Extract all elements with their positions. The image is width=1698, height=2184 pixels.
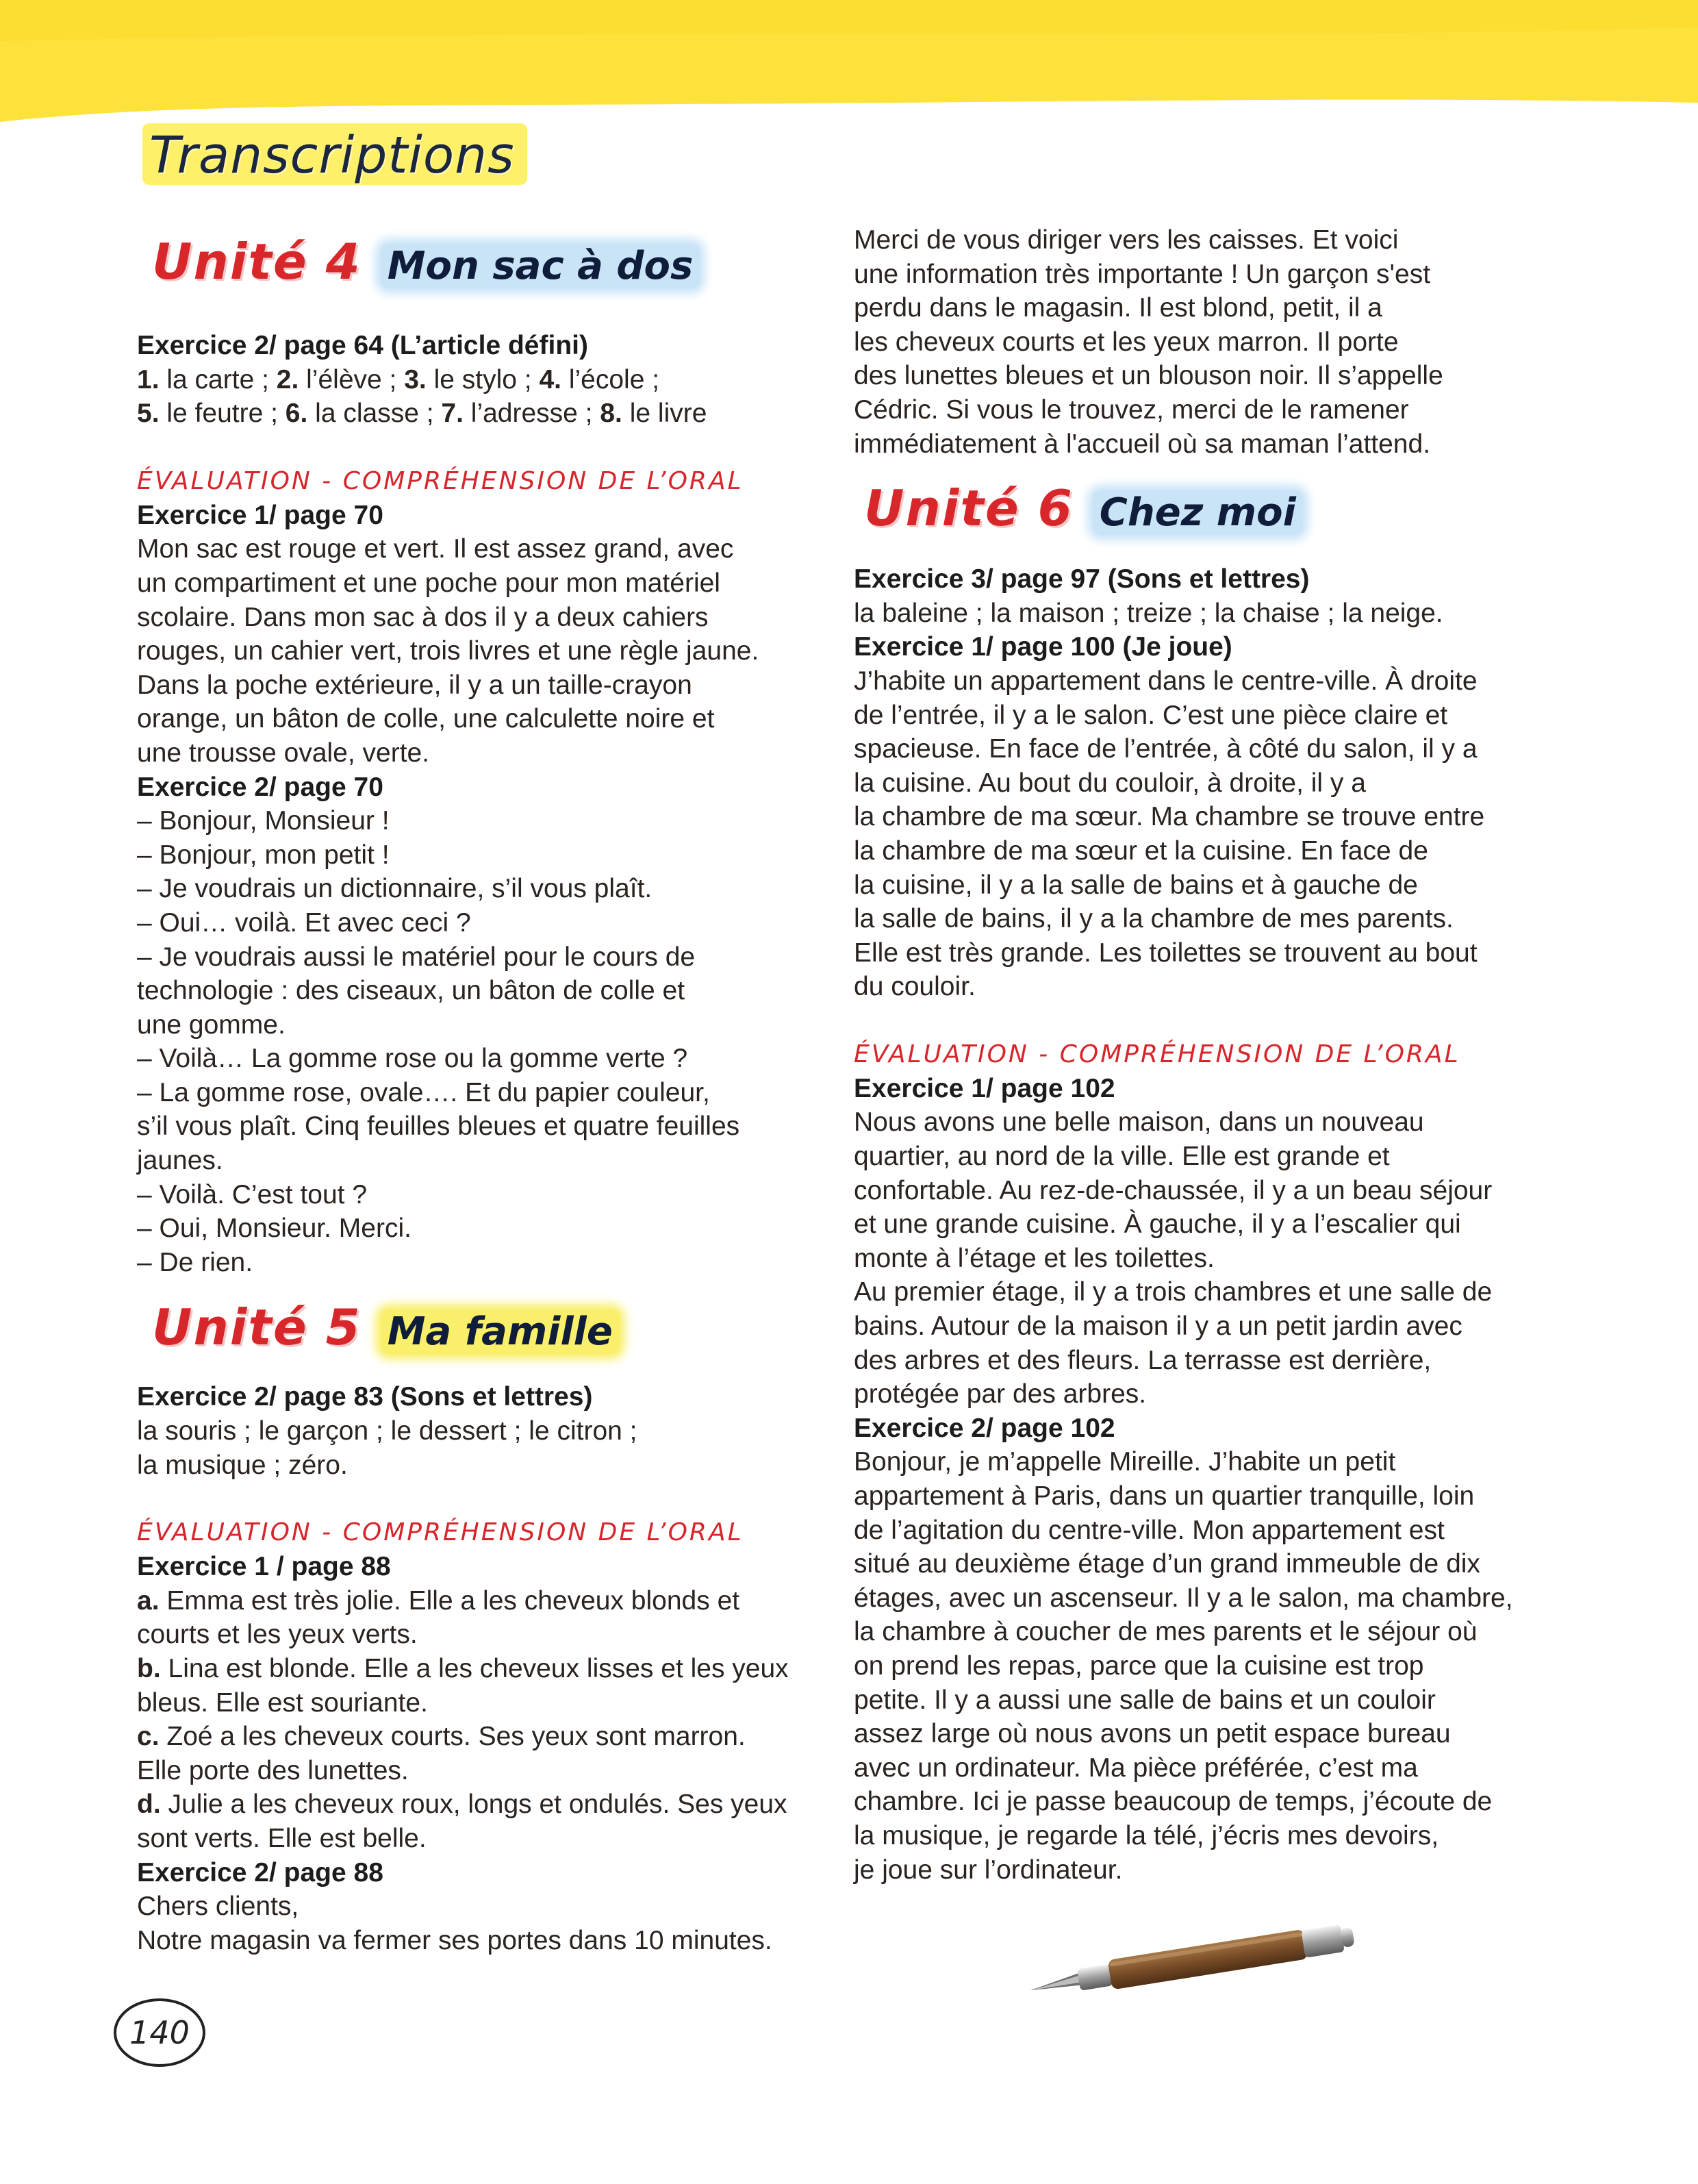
unit-subtitle: Mon sac à dos xyxy=(381,244,700,288)
evaluation-heading: ÉVALUATION - COMPRÉHENSION DE L’ORAL xyxy=(137,1518,744,1547)
text-line: la cuisine. Au bout du couloir, à droite, il y a xyxy=(854,768,1366,798)
text-line: orange, un bâton de colle, une calculette noire et xyxy=(137,704,715,734)
exercise-title: Exercice 1 / page 88 xyxy=(137,1552,391,1582)
text-line: Au premier étage, il y a trois chambres et une salle de xyxy=(854,1277,1493,1307)
dialogue-line: s’il vous plaît. Cinq feuilles bleues et quatre feuilles xyxy=(137,1112,740,1142)
text-line: un compartiment et une poche pour mon matériel xyxy=(137,568,720,598)
text-line: c. Zoé a les cheveux courts. Ses yeux sont marron. xyxy=(137,1722,746,1752)
exercise-title: Exercice 2/ page 88 xyxy=(137,1857,383,1887)
text-line: petite. Il y a aussi une salle de bains et un couloir xyxy=(854,1685,1436,1715)
dialogue-line: – Voilà. C’est tout ? xyxy=(137,1179,368,1209)
text-line: Cédric. Si vous le trouvez, merci de le ramener xyxy=(854,394,1409,425)
dialogue-line: – Oui… voilà. Et avec ceci ? xyxy=(137,907,471,938)
text-line: chambre. Ici je passe beaucoup de temps, j’écoute de xyxy=(854,1787,1493,1817)
text-line: la chambre à coucher de mes parents et le séjour où xyxy=(854,1617,1478,1647)
text-line: une information très importante ! Un garçon s'est xyxy=(854,259,1431,289)
text-line: monte à l’étage et les toilettes. xyxy=(854,1243,1215,1273)
text-line: perdu dans le magasin. Il est blond, petit, il a xyxy=(854,293,1382,323)
text-line: la souris ; le garçon ; le dessert ; le citron ; xyxy=(137,1416,637,1446)
text-line: Bonjour, je m’appelle Mireille. J’habite un petit xyxy=(854,1447,1396,1477)
text-line: la musique ; zéro. xyxy=(137,1450,348,1480)
exercise-title: Exercice 2/ page 102 xyxy=(854,1413,1115,1443)
text-line: la chambre de ma sœur. Ma chambre se trouve entre xyxy=(854,802,1485,832)
text-line: Mon sac est rouge et vert. Il est assez grand, avec xyxy=(137,534,734,564)
exercise-title: Exercice 1/ page 100 (Je joue) xyxy=(854,632,1232,662)
unit-number: 6 xyxy=(1037,479,1072,537)
text-line: quartier, au nord de la ville. Elle est grande et xyxy=(854,1142,1390,1172)
evaluation-heading: ÉVALUATION - COMPRÉHENSION DE L’ORAL xyxy=(854,1040,1460,1068)
text-line: du couloir. xyxy=(854,972,976,1002)
dialogue-line: – Bonjour, mon petit ! xyxy=(137,840,390,870)
text-line: d. Julie a les cheveux roux, longs et ondulés. Ses yeux xyxy=(137,1790,787,1820)
text-line: confortable. Au rez-de-chaussée, il y a un beau séjour xyxy=(854,1175,1493,1205)
text-line: étages, avec un ascenseur. Il y a le salon, ma chambre, xyxy=(854,1583,1513,1613)
text-line: Dans la poche extérieure, il y a un taille-crayon xyxy=(137,670,692,700)
unit-word: Unité xyxy=(152,1298,308,1356)
exercise-title: Exercice 2/ page 70 xyxy=(137,772,383,802)
text-line: bains. Autour de la maison il y a un petit jardin avec xyxy=(854,1311,1462,1342)
text-line: la chambre de ma sœur et la cuisine. En face de xyxy=(854,836,1428,866)
text-line: rouges, un cahier vert, trois livres et une règle jaune. xyxy=(137,636,759,666)
dialogue-line: jaunes. xyxy=(137,1146,223,1176)
text-line: de l’entrée, il y a le salon. C’est une pièce claire et xyxy=(854,700,1448,730)
dialogue-line: – Oui, Monsieur. Merci. xyxy=(137,1214,411,1244)
text-line: a. Emma est très jolie. Elle a les cheveux blonds et xyxy=(137,1585,740,1616)
dialogue-line: – Je voudrais aussi le matériel pour le cours de xyxy=(137,942,696,972)
text-line: Notre magasin va fermer ses portes dans 10 minutes. xyxy=(137,1925,772,1955)
unit-6-heading xyxy=(864,479,1303,537)
text-line: des arbres et des fleurs. La terrasse est derrière, xyxy=(854,1345,1432,1375)
text-line: les cheveux courts et les yeux marron. Il porte xyxy=(854,327,1399,357)
text-line: appartement à Paris, dans un quartier tranquille, loin xyxy=(854,1481,1475,1511)
text-line: immédiatement à l'accueil où sa maman l’attend. xyxy=(854,429,1431,459)
unit-subtitle: Ma famille xyxy=(381,1309,620,1354)
unit-5-heading xyxy=(152,1298,620,1356)
dialogue-line: – La gomme rose, ovale…. Et du papier couleur, xyxy=(137,1077,710,1107)
text-line: la baleine ; la maison ; treize ; la chaise ; la neige. xyxy=(854,598,1443,628)
text-line: courts et les yeux verts. xyxy=(137,1620,418,1650)
text-line: spacieuse. En face de l’entrée, à côté du salon, il y a xyxy=(854,734,1478,764)
text-line: b. Lina est blonde. Elle a les cheveux lisses et les yeux xyxy=(137,1654,789,1683)
dialogue-line: technologie : des ciseaux, un bâton de colle et xyxy=(137,976,685,1006)
unit-word: Unité xyxy=(864,479,1020,537)
text-line: scolaire. Dans mon sac à dos il y a deux cahiers xyxy=(137,602,709,632)
text-line: une trousse ovale, verte. xyxy=(137,738,430,768)
text-line: et une grande cuisine. À gauche, il y a l’escalier qui xyxy=(854,1209,1461,1240)
text-line: on prend les repas, parce que la cuisine est trop xyxy=(854,1650,1424,1681)
answer-line: 1. la carte ; 2. l’élève ; 3. le stylo ; 4. l’école ; xyxy=(137,364,660,394)
page-title: Transcriptions xyxy=(142,123,527,185)
exercise-title: Exercice 2/ page 83 (Sons et lettres) xyxy=(137,1382,593,1412)
unit-word: Unité xyxy=(152,233,308,290)
dialogue-line: – De rien. xyxy=(137,1247,253,1277)
fountain-pen-icon xyxy=(1013,1911,1376,2000)
exercise-title: Exercice 1/ page 70 xyxy=(137,500,383,530)
exercise-title: Exercice 3/ page 97 (Sons et lettres) xyxy=(854,564,1310,594)
unit-number: 4 xyxy=(325,233,360,290)
text-line: des lunettes bleues et un blouson noir. Il s’appelle xyxy=(854,361,1443,391)
text-line: Elle est très grande. Les toilettes se trouvent au bout xyxy=(854,938,1478,968)
text-line: avec un ordinateur. Ma pièce préférée, c’est ma xyxy=(854,1753,1418,1783)
exercise-title: Exercice 1/ page 102 xyxy=(854,1073,1115,1103)
unit-subtitle: Chez moi xyxy=(1093,490,1303,535)
text-line: la cuisine, il y a la salle de bains et à gauche de xyxy=(854,870,1418,900)
text-line: la musique, je regarde la télé, j’écris mes devoirs, xyxy=(854,1820,1439,1850)
evaluation-heading: ÉVALUATION - COMPRÉHENSION DE L’ORAL xyxy=(137,466,744,495)
unit-number: 5 xyxy=(325,1298,360,1356)
dialogue-line: – Je voudrais un dictionnaire, s’il vous plaît. xyxy=(137,874,652,904)
text-line: sont verts. Elle est belle. xyxy=(137,1823,427,1853)
text-line: situé au deuxième étage d’un grand immeuble de dix xyxy=(854,1549,1480,1579)
text-line: la salle de bains, il y a la chambre de mes parents. xyxy=(854,904,1454,934)
left-column xyxy=(137,329,822,1957)
text-line: de l’agitation du centre-ville. Mon appartement est xyxy=(854,1515,1445,1545)
text-line: Elle porte des lunettes. xyxy=(137,1755,409,1785)
page-number: 140 xyxy=(114,1998,205,2067)
right-column xyxy=(854,223,1573,1887)
text-line: protégée par des arbres. xyxy=(854,1379,1147,1409)
exercise-title: Exercice 2/ page 64 (L’article défini) xyxy=(137,331,588,360)
text-line: J’habite un appartement dans le centre-ville. À droite xyxy=(854,666,1478,696)
text-line: je joue sur l’ordinateur. xyxy=(854,1855,1123,1885)
text-line: bleus. Elle est souriante. xyxy=(137,1687,428,1718)
text-line: Chers clients, xyxy=(137,1892,299,1922)
answer-line: 5. le feutre ; 6. la classe ; 7. l’adresse ; 8. le livre xyxy=(137,399,707,429)
dialogue-line: – Bonjour, Monsieur ! xyxy=(137,806,390,836)
unit-4-heading xyxy=(152,233,700,290)
dialogue-line: – Voilà… La gomme rose ou la gomme verte ? xyxy=(137,1044,688,1074)
text-line: Merci de vous diriger vers les caisses. Et voici xyxy=(854,225,1399,255)
text-line: assez large où nous avons un petit espace bureau xyxy=(854,1719,1451,1749)
dialogue-line: une gomme. xyxy=(137,1009,286,1040)
text-line: Nous avons une belle maison, dans un nouveau xyxy=(854,1107,1424,1138)
